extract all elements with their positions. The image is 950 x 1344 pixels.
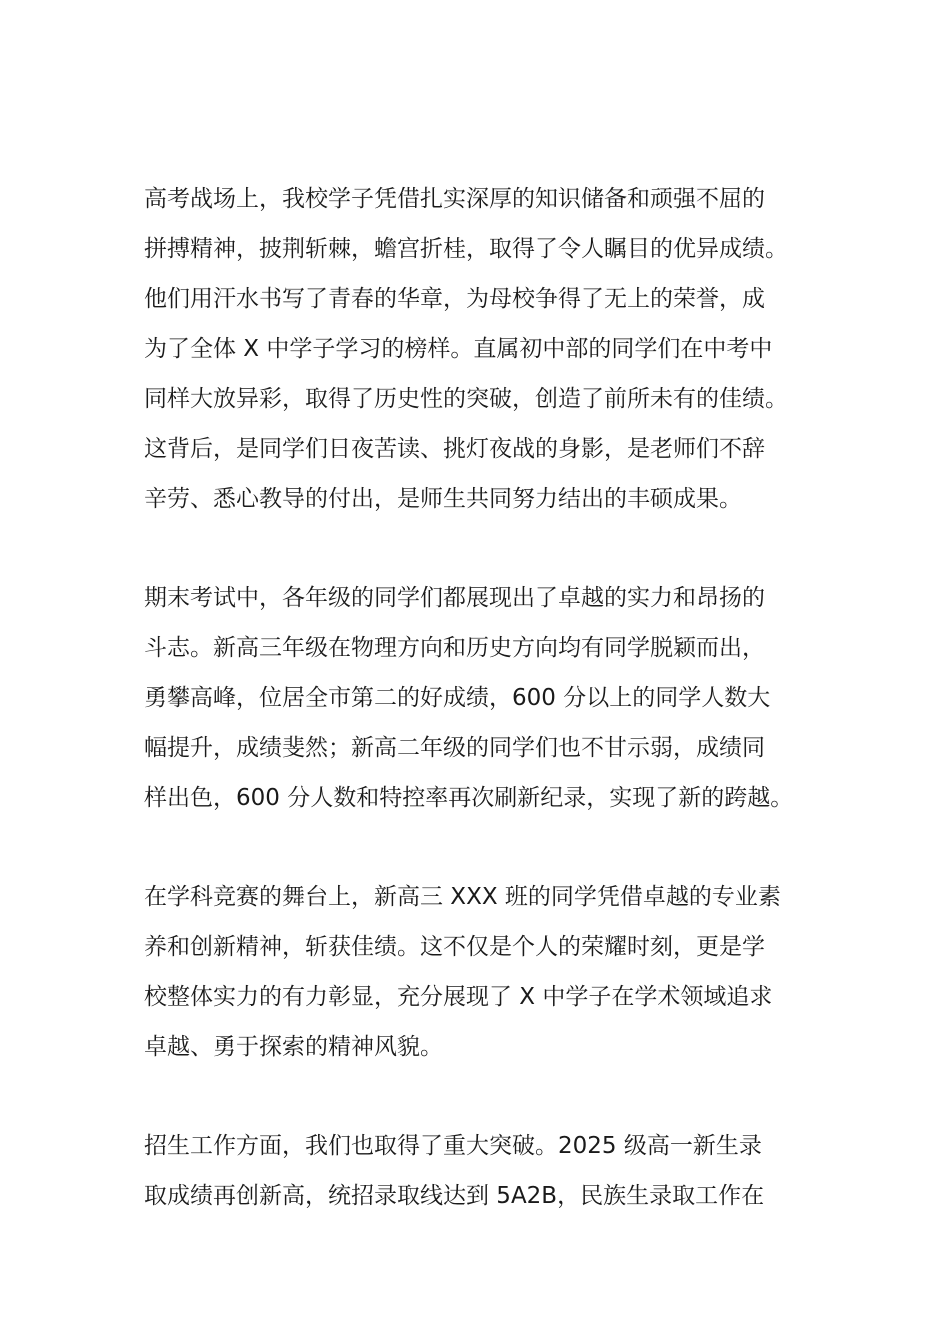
- text-line: 高考战场上，我校学子凭借扎实深厚的知识储备和顽强不屈的: [144, 186, 765, 212]
- text-line: 勇攀高峰，位居全市第二的好成绩，600 分以上的同学人数大: [144, 685, 771, 711]
- text-line: 幅提升，成绩斐然；新高二年级的同学们也不甘示弱，成绩同: [144, 735, 765, 761]
- text-line: 他们用汗水书写了青春的华章，为母校争得了无上的荣誉，成: [144, 286, 765, 312]
- text-line: 取成绩再创新高，统招录取线达到 5A2B，民族生录取工作在: [144, 1183, 765, 1209]
- text-line: 样出色，600 分人数和特控率再次刷新纪录，实现了新的跨越。: [144, 785, 794, 811]
- paragraph-admissions: [144, 1121, 816, 1221]
- text-line: 为了全体 X 中学子学习的榜样。直属初中部的同学们在中考中: [144, 336, 773, 362]
- text-line: 辛劳、悉心教导的付出，是师生共同努力结出的丰硕成果。: [144, 486, 742, 512]
- text-line: 斗志。新高三年级在物理方向和历史方向均有同学脱颖而出，: [144, 635, 765, 661]
- text-line: 养和创新精神，斩获佳绩。这不仅是个人的荣耀时刻，更是学: [144, 934, 765, 960]
- text-line: 校整体实力的有力彰显，充分展现了 X 中学子在学术领域追求: [144, 984, 773, 1010]
- paragraph-competitions: [144, 872, 816, 1072]
- text-line: 在学科竞赛的舞台上，新高三 XXX 班的同学凭借卓越的专业素: [144, 884, 781, 910]
- text-line: 拼搏精神，披荆斩棘，蟾宫折桂，取得了令人瞩目的优异成绩。: [144, 236, 788, 262]
- text-line: 卓越、勇于探索的精神风貌。: [144, 1034, 443, 1060]
- paragraph-final-exams: [144, 573, 816, 823]
- text-line: 期末考试中，各年级的同学们都展现出了卓越的实力和昂扬的: [144, 585, 765, 611]
- text-line: 招生工作方面，我们也取得了重大突破。2025 级高一新生录: [144, 1133, 762, 1159]
- paragraph-gaokao-results: [144, 174, 816, 524]
- text-line: 同样大放异彩，取得了历史性的突破，创造了前所未有的佳绩。: [144, 386, 788, 412]
- text-line: 这背后，是同学们日夜苦读、挑灯夜战的身影，是老师们不辞: [144, 436, 765, 462]
